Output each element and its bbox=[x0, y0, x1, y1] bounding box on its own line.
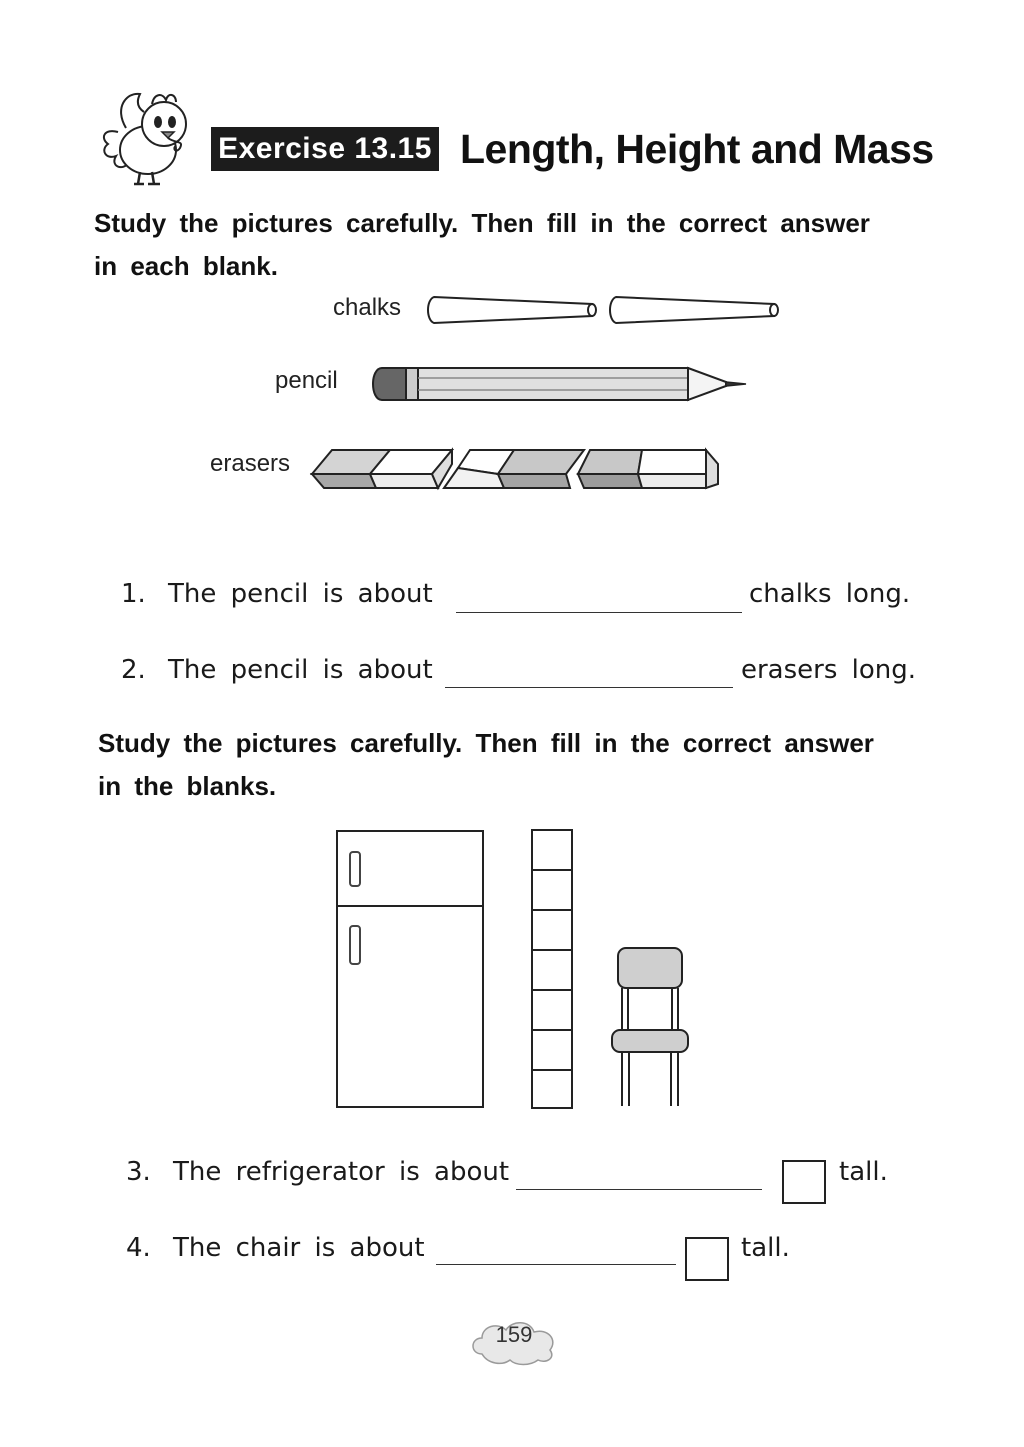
question-2-text: The pencil is about bbox=[168, 655, 433, 685]
chalk-2 bbox=[610, 297, 778, 323]
question-4-unit-box[interactable] bbox=[685, 1237, 729, 1281]
question-1-unit: chalks long. bbox=[749, 579, 911, 609]
pencil-illustration bbox=[366, 364, 756, 406]
erasers-illustration bbox=[308, 444, 722, 494]
block-tower-illustration bbox=[529, 828, 575, 1112]
question-2-answer-blank[interactable] bbox=[445, 687, 733, 688]
refrigerator-illustration bbox=[334, 828, 488, 1112]
eraser-2 bbox=[444, 450, 584, 488]
page-number: 159 bbox=[495, 1322, 533, 1347]
question-3-unit: tall. bbox=[839, 1157, 888, 1187]
question-1-number: 1. bbox=[121, 579, 146, 609]
chair-illustration bbox=[608, 944, 694, 1112]
question-4-text: The chair is about bbox=[173, 1233, 425, 1263]
chalks-label: chalks bbox=[333, 294, 402, 321]
question-1-text: The pencil is about bbox=[168, 579, 433, 609]
question-3-answer-blank[interactable] bbox=[516, 1189, 762, 1190]
question-2-number: 2. bbox=[121, 655, 146, 685]
instruction-2-line1: Study the pictures carefully. Then fill in the correct answer bbox=[98, 728, 874, 758]
page-title: Length, Height and Mass bbox=[460, 126, 934, 172]
question-3-number: 3. bbox=[126, 1157, 151, 1187]
question-4-unit: tall. bbox=[741, 1233, 790, 1263]
chalks-illustration bbox=[424, 292, 784, 328]
question-4-answer-blank[interactable] bbox=[436, 1264, 676, 1265]
eraser-3 bbox=[578, 450, 718, 488]
chalk-1 bbox=[428, 297, 596, 323]
pencil-label: pencil bbox=[275, 367, 338, 394]
instruction-1-line2: in each blank. bbox=[94, 251, 278, 281]
instruction-2-line2: in the blanks. bbox=[98, 771, 277, 801]
instruction-1-line1: Study the pictures carefully. Then fill in the correct answer bbox=[94, 208, 870, 238]
question-3-text: The refrigerator is about bbox=[173, 1157, 510, 1187]
erasers-label: erasers bbox=[210, 450, 291, 477]
question-4-number: 4. bbox=[126, 1233, 151, 1263]
question-3-unit-box[interactable] bbox=[782, 1160, 826, 1204]
exercise-badge: Exercise 13.15 bbox=[211, 127, 439, 171]
bird-mascot-icon bbox=[96, 88, 196, 192]
question-2-unit: erasers long. bbox=[741, 655, 917, 685]
question-1-answer-blank[interactable] bbox=[456, 612, 742, 613]
eraser-1 bbox=[312, 450, 452, 488]
